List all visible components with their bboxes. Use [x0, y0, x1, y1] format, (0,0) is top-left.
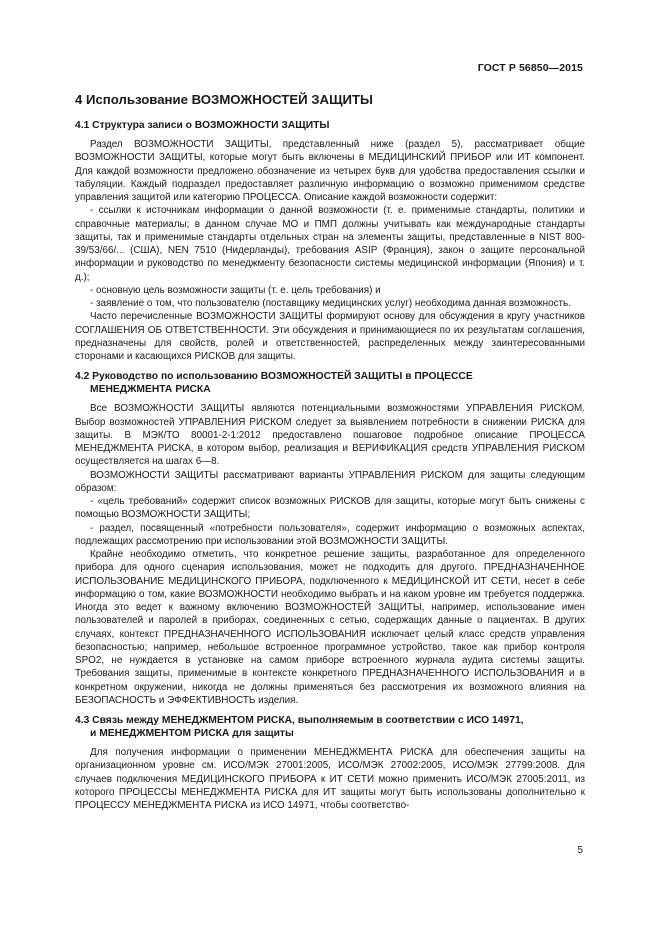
paragraph: Часто перечисленные ВОЗМОЖНОСТИ ЗАЩИТЫ формируют основу для обсуждения в кругу участников СОГЛАШЕНИЯ ОБ ОТВЕТСТВЕННОСТИ. Эти обсуждения и принимающиеся по их результатам соглашения, предназначены для свойств, ролей и ответственностей, распределенных между заинтересованными сторонами и касающихся РИСКОВ для защиты.	[75, 311, 585, 362]
section-title: 4 Использование ВОЗМОЖНОСТЕЙ ЗАЩИТЫ	[75, 92, 373, 107]
subsection-4-2-title	[75, 370, 585, 396]
list-item: - «цель требований» содержит список возможных РИСКОВ для защиты, которые могут быть снижены с помощью ВОЗМОЖНОСТИ ЗАЩИТЫ;	[75, 496, 585, 521]
subsection-4-1-body	[75, 138, 585, 363]
subsection-4-2-title-line1: 4.2 Руководство по использованию ВОЗМОЖНОСТЕЙ ЗАЩИТЫ в ПРОЦЕССЕ	[75, 371, 473, 383]
subsection-4-1-title: 4.1 Структура записи о ВОЗМОЖНОСТИ ЗАЩИТЫ	[75, 120, 330, 131]
subsection-4-3-title	[75, 714, 585, 740]
subsection-4-3-title-line2: и МЕНЕДЖМЕНТОМ РИСКА для защиты	[90, 728, 294, 739]
subsection-4-3-title-line1: 4.3 Связь между МЕНЕДЖМЕНТОМ РИСКА, выполняемым в соответствии с ИСО 14971,	[75, 715, 524, 726]
page-content	[75, 92, 585, 812]
list-item: - заявление о том, что пользователю (поставщику медицинских услуг) необходима данная возможность.	[90, 298, 571, 309]
list-item: - ссылки к источникам информации о данной возможности (т. е. применимые стандарты, политики и справочные материалы; в данном случае МО и ПМП должны учитывать как международные стандарты защиты, так и применимые стандарты отдельных стран на элементы защиты, представленные в NIST 800-39/53/66/... (США), NEN 7510 (Нидерланды), требования ASIP (Франция), закон о защите персональной информации и руководство по менеджменту безопасности системы медицинской информации (Япония) и т. д.);	[75, 205, 585, 283]
paragraph: Все ВОЗМОЖНОСТИ ЗАЩИТЫ являются потенциальными возможностями УПРАВЛЕНИЯ РИСКОМ. Выбор возможностей УПРАВЛЕНИЯ РИСКОМ следует за выявлением потребности в снижении РИСКА для защиты. В МЭК/ТО 80001-2-1:2012 предоставлено пошаговое подробное описание ПРОЦЕССА МЕНЕДЖМЕНТА РИСКА, в котором выбор, реализация и ВЕРИФИКАЦИЯ средств УПРАВЛЕНИЯ РИСКОМ осуществляется на шагах 6—8.	[75, 403, 585, 468]
subsection-4-3-body	[75, 746, 585, 812]
page-number: 5	[577, 845, 583, 856]
paragraph: Крайне необходимо отметить, что конкретное решение защиты, разработанное для определенного прибора для одного сценария использования, может не подходить для другого. ПРЕДНАЗНАЧЕННОЕ ИСПОЛЬЗОВАНИЕ МЕДИЦИНСКОГО ПРИБОРА, подключенного к МЕДИЦИНСКОЙ ИТ СЕТИ, несет в себе информацию о том, какие ВОЗМОЖНОСТИ необходимо выбрать и на каком уровне им требуется поддержка. Иногда это ведет к важному включению ВОЗМОЖНОСТЕЙ ЗАЩИТЫ, например, использование имен пользователей и паролей в приборах, соединенных с сетью, содержащих данные о пациентах. В других случаях, контекст ПРЕДНАЗНАЧЕННОГО ИСПОЛЬЗОВАНИЯ исключает целый класс средств управления безопасностью; например, небольшое встроенное программное устройство, такое как прибор контроля SPO2, не нуждается в установке на самом приборе встроенного журнала аудита системы защиты. Требования защиты, применимые в контексте конкретного ПРЕДНАЗНАЧЕННОГО ИСПОЛЬЗОВАНИЯ и в конкретном окружении, никогда не должны применяться без рассмотрения их возможного влияния на БЕЗОПАСНОСТЬ и ЭФФЕКТИВНОСТЬ изделия.	[75, 549, 585, 706]
paragraph: Для получения информации о применении МЕНЕДЖМЕНТА РИСКА для обеспечения защиты на организационном уровне см. ИСО/МЭК 27001:2005, ИСО/МЭК 27002:2005, ИСО/МЭК 27799:2008. Для случаев подключения МЕДИЦИНСКОГО ПРИБОРА к ИТ СЕТИ можно применить ИСО/МЭК 27005:2011, из которого ПРОЦЕССЫ МЕНЕДЖМЕНТА РИСКА для ИТ защиты могут быть использованы дополнительно к ПРОЦЕССУ МЕНЕДЖМЕНТА РИСКА из ИСО 14971, чтобы соответство-	[75, 747, 585, 811]
paragraph: ВОЗМОЖНОСТИ ЗАЩИТЫ рассматривают варианты УПРАВЛЕНИЯ РИСКОМ для защиты следующим образом:	[75, 469, 585, 494]
list-item: - основную цель возможности защиты (т. е. цель требования) и	[90, 284, 381, 296]
subsection-4-2-title-line2: МЕНЕДЖМЕНТА РИСКА	[90, 384, 211, 396]
list-item: - раздел, посвященный «потребности пользователя», содержит информацию о возможных аспектах, подлежащих рассмотрению при использовании этой ВОЗМОЖНОСТИ ЗАЩИТЫ.	[75, 522, 585, 547]
subsection-4-2-body	[75, 402, 585, 707]
standard-code: ГОСТ Р 56850—2015	[477, 62, 583, 74]
paragraph: Раздел ВОЗМОЖНОСТИ ЗАЩИТЫ, представленный ниже (раздел 5), рассматривает общие ВОЗМОЖНОСТИ ЗАЩИТЫ, которые могут быть включены в МЕДИЦИНСКИЙ ПРИБОР или ИТ компонент. Для каждой возможности предложено обозначение из четырех букв для удобства предоставления ссылки и табуляции. Каждый подраздел предоставляет различную информацию о возможно применимом средстве управления защитой или категорию ПРОЦЕССА. Описание каждой возможности содержит:	[75, 139, 585, 203]
